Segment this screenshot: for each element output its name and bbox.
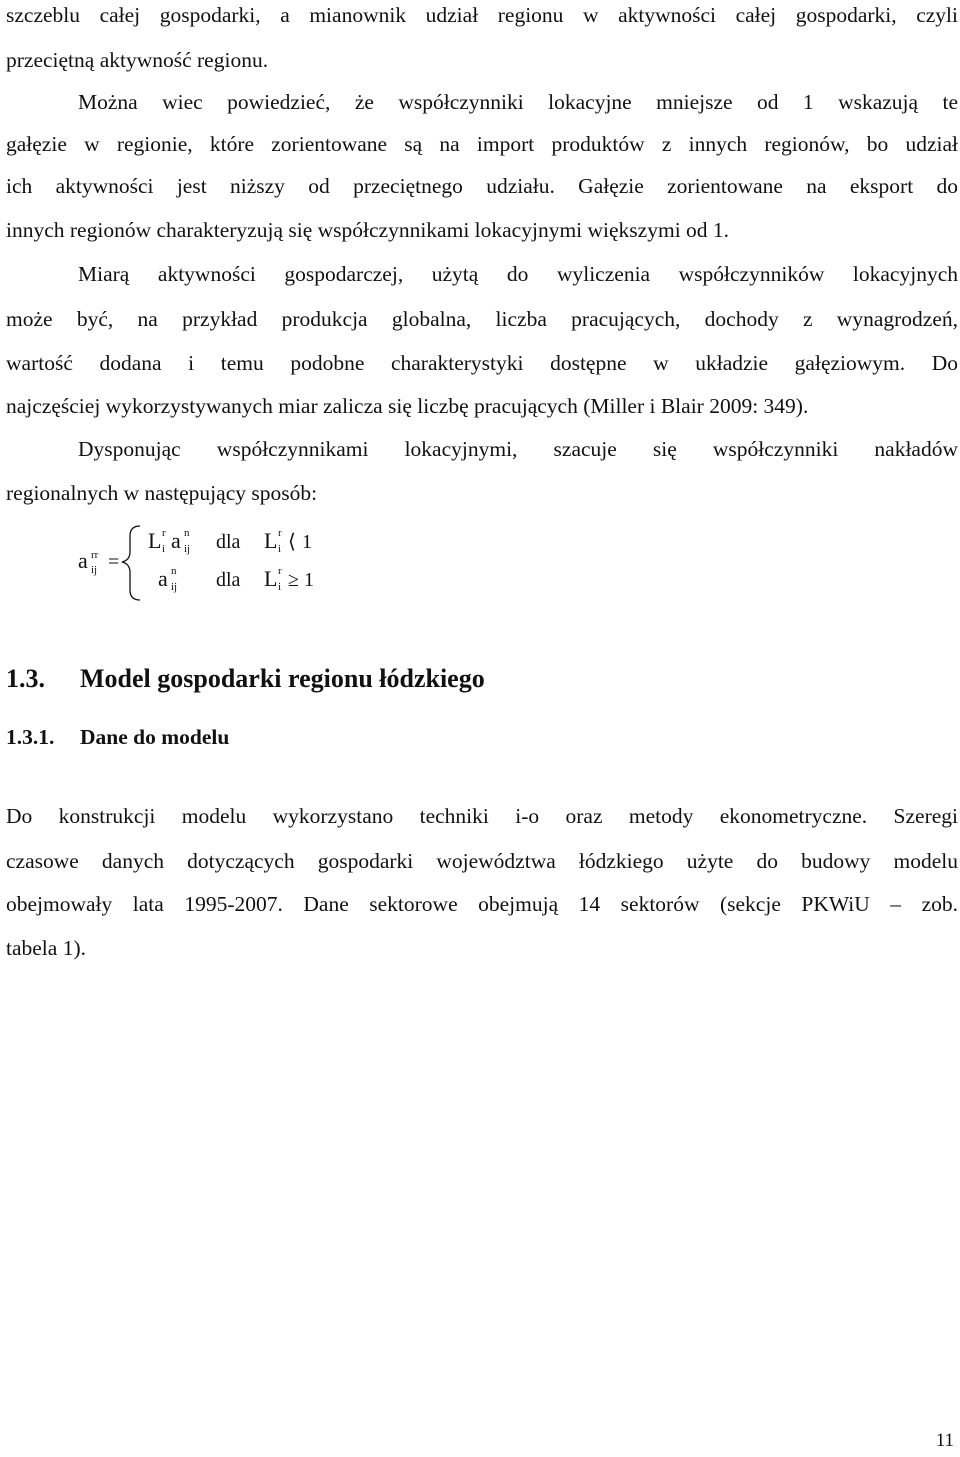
text-line: najczęściej wykorzystywanych miar zalicza się liczbę pracujących (Miller i Blair 2009: 349). — [6, 394, 809, 418]
text-line: szczeblu całej gospodarki, a mianownik udział regionu w aktywności całej gospodarki, czyli — [6, 3, 958, 27]
left-brace-icon — [122, 526, 140, 600]
text-line: innych regionów charakteryzują się współczynnikami lokacyjnymi większymi od 1. — [6, 218, 730, 242]
text-line: obejmowały lata 1995-2007. Dane sektorowe obejmują 14 sektorów (sekcje PKWiU – zob. — [6, 892, 958, 916]
case1-a: a — [171, 528, 181, 553]
section-heading — [6, 664, 485, 694]
text-line: gałęzie w regionie, które zorientowane są na import produktów z innych regionów, bo udział — [6, 132, 958, 156]
text-line: Dysponując współczynnikami lokacyjnymi, szacuje się współczynniki nakładów — [78, 437, 958, 461]
case2-rhs: 1 — [304, 569, 314, 591]
formula-lhs-sup: rr — [91, 549, 99, 561]
page-number: 11 — [935, 1430, 954, 1451]
text-line: przeciętną aktywność regionu. — [6, 48, 269, 72]
case1-L2-sub: i — [278, 543, 282, 555]
subsection-number: 1.3.1. — [6, 725, 55, 749]
case1-relation: ⟨ — [288, 531, 296, 553]
text-line: tabela 1). — [6, 936, 86, 960]
case1-L2: L — [264, 528, 278, 553]
section-number: 1.3. — [6, 664, 45, 693]
subsection-heading — [6, 725, 229, 750]
text-line: regionalnych w następujący sposób: — [6, 481, 318, 505]
case1-L: L — [148, 528, 162, 553]
text-line: czasowe danych dotyczących gospodarki województwa łódzkiego użyte do budowy modelu — [6, 849, 958, 873]
text-line: wartość dodana i temu podobne charakterystyki dostępne w układzie gałęziowym. Do — [6, 351, 958, 375]
text-line: Można wiec powiedzieć, że współczynniki lokacyjne mniejsze od 1 wskazują te — [78, 90, 958, 114]
text-line: Do konstrukcji modelu wykorzystano techniki i-o oraz metody ekonometryczne. Szeregi — [6, 804, 958, 828]
case1-L-sup: r — [162, 527, 166, 539]
text-line: Miarą aktywności gospodarczej, użytą do wyliczenia współczynników lokacyjnych — [78, 262, 958, 286]
case1-L2-sup: r — [278, 527, 282, 539]
text-line: ich aktywności jest niższy od przeciętnego udziału. Gałęzie zorientowane na eksport do — [6, 174, 958, 198]
case1-dla: dla — [216, 531, 241, 553]
regional-input-coefficient-formula — [78, 522, 338, 602]
formula-equals: = — [108, 551, 120, 573]
subsection-title: Dane do modelu — [80, 725, 230, 749]
case1-a-sup: n — [184, 527, 190, 539]
text-line: może być, na przykład produkcja globalna, liczba pracujących, dochody z wynagrodzeń, — [6, 307, 958, 331]
case2-L2-sub: i — [278, 581, 282, 593]
case2-L2: L — [264, 566, 278, 591]
case2-a: a — [158, 566, 168, 591]
case2-dla: dla — [216, 569, 241, 591]
case2-relation: ≥ — [288, 569, 299, 591]
case2-a-sup: n — [171, 565, 177, 577]
section-title: Model gospodarki regionu łódzkiego — [80, 664, 485, 693]
case2-a-sub: ij — [171, 581, 178, 593]
case2-L2-sup: r — [278, 565, 282, 577]
case1-a-sub: ij — [184, 543, 191, 555]
formula-lhs-sub: ij — [91, 564, 98, 576]
formula-lhs: a — [78, 548, 88, 573]
case1-L-sub: i — [162, 543, 166, 555]
case1-rhs: 1 — [302, 531, 312, 553]
